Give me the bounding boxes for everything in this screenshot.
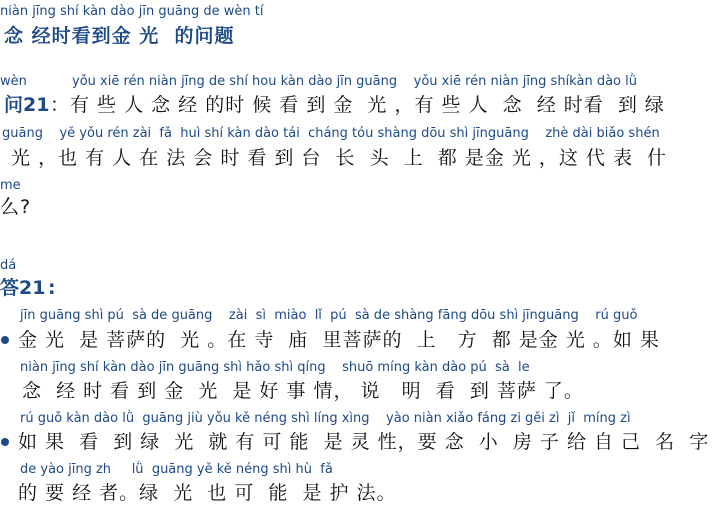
question-label-pinyin: wèn: [0, 74, 27, 89]
title-pinyin: niàn jīng shí kàn dào jīn guāng de wèn tí: [0, 4, 264, 19]
question-line-2-pinyin: guāng yě yǒu rén zài fǎ huì shí kàn dào tái cháng tóu shàng dōu shì jīnguāng zhè dài biǎo shén: [2, 126, 660, 141]
answer-line-2-pinyin: niàn jīng shí kàn dào jīn guāng shì hǎo shì qíng shuō míng kàn dào pú sà le: [20, 360, 530, 375]
page-title: 念 经时看到金 光 的问题: [4, 25, 235, 47]
bullet-icon: [1, 336, 9, 344]
question-line-2-text: 光 ，也 有 人 在 法 会 时 看 到 台 长 头 上 都 是金 光 ，这 代 表 什: [4, 147, 668, 169]
answer-line-1-text: 金 光 是 菩萨的 光 。在 寺 庙 里菩萨的 上 方 都 是金 光 。如 果: [18, 329, 660, 351]
answer-label-pinyin: dá: [0, 258, 17, 273]
question-line-1-pinyin: yǒu xiē rén niàn jīng de shí hou kàn dào jīn guāng yǒu xiē rén niàn jīng shíkàn dào lǜ: [72, 74, 637, 89]
answer-line-3-text: 如 果 看 到 绿 光 就 有 可 能 是 灵 性，要 念 小 房 子 给 自 己 名 字: [18, 431, 710, 453]
bullet-icon: [1, 438, 9, 446]
answer-line-1-pinyin: jīn guāng shì pú sà de guāng zài sì miào lǐ pú sà de shàng fāng dōu shì jīnguāng rú guǒ: [20, 308, 638, 323]
answer-line-2-text: 念 经 时 看 到 金 光 是 好 事 情， 说 明 看 到 菩萨 了。: [22, 380, 584, 402]
answer-label: 答21: [0, 277, 46, 299]
answer-line-4-text: 的 要 经 者。绿 光 也 可 能 是 护 法。: [18, 482, 397, 504]
answer-line-3-pinyin: rú guǒ kàn dào lǜ guāng jiù yǒu kě néng shì líng xìng yào niàn xiǎo fáng zi gěi zì jǐ míng zì: [20, 411, 631, 426]
question-line-3-pinyin: me: [0, 178, 21, 193]
answer-label-colon: :: [48, 277, 56, 299]
question-line-3-text: 么?: [0, 196, 32, 218]
question-line-1-text: ：有 些 人 念 经 的时 候 看 到 金 光 ，有 些 人 念 经 时看 到 绿: [50, 94, 665, 116]
answer-line-4-pinyin: de yào jīng zh lǜ guāng yě kě néng shì hù fǎ: [20, 462, 333, 477]
question-label: 问21: [4, 94, 50, 116]
